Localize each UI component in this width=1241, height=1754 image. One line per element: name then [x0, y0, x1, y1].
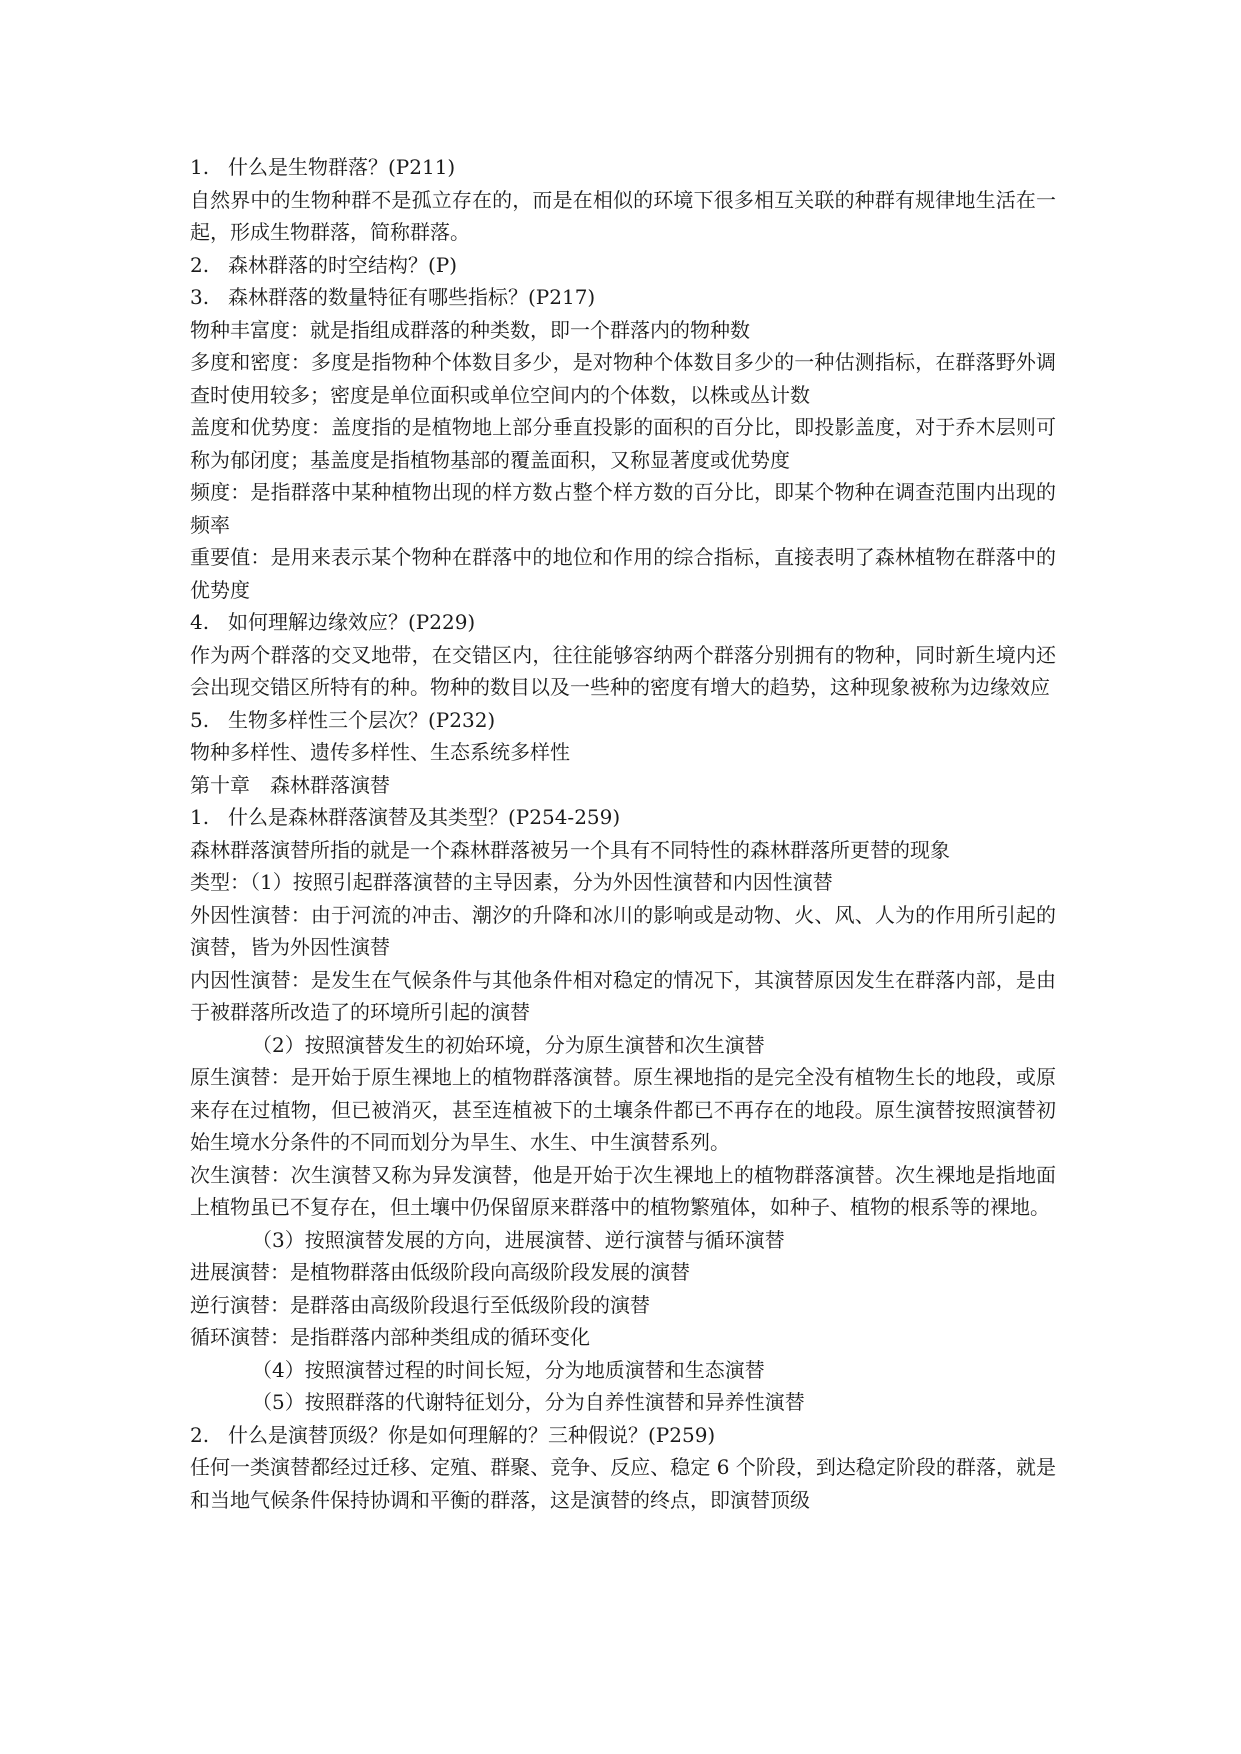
- paragraph: 逆行演替：是群落由高级阶段退行至低级阶段的演替: [190, 1292, 650, 1317]
- paragraph: 频度：是指群落中某种植物出现的样方数占整个样方数的百分比，即某个物种在调查范围内出现的频率: [190, 480, 1056, 537]
- question-number: 1.: [190, 155, 210, 179]
- indented-paragraph: （5）按照群落的代谢特征划分，分为自养性演替和异养性演替: [252, 1390, 805, 1414]
- document-body: [190, 151, 1056, 1516]
- paragraph: 森林群落演替所指的就是一个森林群落被另一个具有不同特性的森林群落所更替的现象: [190, 837, 950, 862]
- question-heading: [190, 249, 1056, 282]
- question-heading: [190, 1419, 1056, 1452]
- paragraph: 物种多样性、遗传多样性、生态系统多样性: [190, 740, 570, 764]
- paragraph: 原生演替：是开始于原生裸地上的植物群落演替。原生裸地指的是完全没有植物生长的地段，或原来存在过植物，但已被消灭，甚至连植被下的土壤条件都已不再存在的地段。原生演替按照演替初始生境水分条件的不同而划分为旱生、水生、中生演替系列。: [190, 1065, 1056, 1154]
- question-heading: [190, 281, 1056, 314]
- question-text: 什么是生物群落？(P211): [228, 155, 456, 179]
- question-heading: [190, 151, 1056, 184]
- indented-paragraph: （3）按照演替发展的方向，进展演替、逆行演替与循环演替: [252, 1227, 785, 1252]
- paragraph: 次生演替：次生演替又称为异发演替，他是开始于次生裸地上的植物群落演替。次生裸地是指地面上植物虽已不复存在，但土壤中仍保留原来群落中的植物繁殖体，如种子、植物的根系等的裸地。: [190, 1162, 1056, 1219]
- question-number: 2.: [190, 252, 210, 277]
- indented-paragraph: （2）按照演替发生的初始环境，分为原生演替和次生演替: [252, 1032, 765, 1057]
- question-number: 3.: [190, 285, 210, 309]
- question-number: 2.: [190, 1422, 210, 1447]
- question-number: 5.: [190, 707, 210, 732]
- paragraph: 重要值：是用来表示某个物种在群落中的地位和作用的综合指标，直接表明了森林植物在群落中的优势度: [190, 545, 1056, 602]
- paragraph: 自然界中的生物种群不是孤立存在的，而是在相似的环境下很多相互关联的种群有规律地生活在一起，形成生物群落，简称群落。: [190, 187, 1056, 244]
- paragraph: 多度和密度：多度是指物种个体数目多少，是对物种个体数目多少的一种估测指标，在群落野外调查时使用较多；密度是单位面积或单位空间内的个体数，以株或丛计数: [190, 350, 1056, 407]
- paragraph: 循环演替：是指群落内部种类组成的循环变化: [190, 1325, 590, 1349]
- paragraph: 外因性演替：由于河流的冲击、潮汐的升降和冰川的影响或是动物、火、风、人为的作用所引起的演替，皆为外因性演替: [190, 902, 1056, 959]
- paragraph: 任何一类演替都经过迁移、定殖、群聚、竞争、反应、稳定 6 个阶段，到达稳定阶段的群落，就是和当地气候条件保持协调和平衡的群落，这是演替的终点，即演替顶级: [190, 1455, 1056, 1512]
- question-heading: [190, 801, 1056, 834]
- question-number: 1.: [190, 805, 210, 829]
- question-text: 什么是森林群落演替及其类型？(P254-259): [228, 805, 621, 829]
- question-text: 生物多样性三个层次？(P232): [228, 707, 496, 732]
- paragraph: 作为两个群落的交叉地带，在交错区内，往往能够容纳两个群落分别拥有的物种，同时新生境内还会出现交错区所特有的种。物种的数目以及一些种的密度有增大的趋势，这种现象被称为边缘效应: [190, 642, 1056, 699]
- paragraph: 进展演替：是植物群落由低级阶段向高级阶段发展的演替: [190, 1260, 690, 1284]
- question-text: 森林群落的时空结构？(P): [228, 252, 458, 277]
- paragraph: 物种丰富度：就是指组成群落的种类数，即一个群落内的物种数: [190, 317, 750, 342]
- paragraph: 第十章 森林群落演替: [190, 772, 390, 797]
- question-text: 森林群落的数量特征有哪些指标？(P217): [228, 285, 596, 309]
- question-heading: [190, 606, 1056, 639]
- question-text: 什么是演替顶级？你是如何理解的？三种假说？(P259): [228, 1422, 716, 1447]
- paragraph: 类型：（1）按照引起群落演替的主导因素，分为外因性演替和内因性演替: [190, 870, 833, 894]
- question-heading: [190, 704, 1056, 737]
- question-text: 如何理解边缘效应？(P229): [228, 610, 476, 634]
- indented-paragraph: （4）按照演替过程的时间长短，分为地质演替和生态演替: [252, 1357, 765, 1382]
- question-number: 4.: [190, 610, 210, 634]
- paragraph: 盖度和优势度：盖度指的是植物地上部分垂直投影的面积的百分比，即投影盖度，对于乔木层则可称为郁闭度；基盖度是指植物基部的覆盖面积，又称显著度或优势度: [190, 415, 1056, 472]
- paragraph: 内因性演替：是发生在气候条件与其他条件相对稳定的情况下，其演替原因发生在群落内部，是由于被群落所改造了的环境所引起的演替: [190, 967, 1056, 1024]
